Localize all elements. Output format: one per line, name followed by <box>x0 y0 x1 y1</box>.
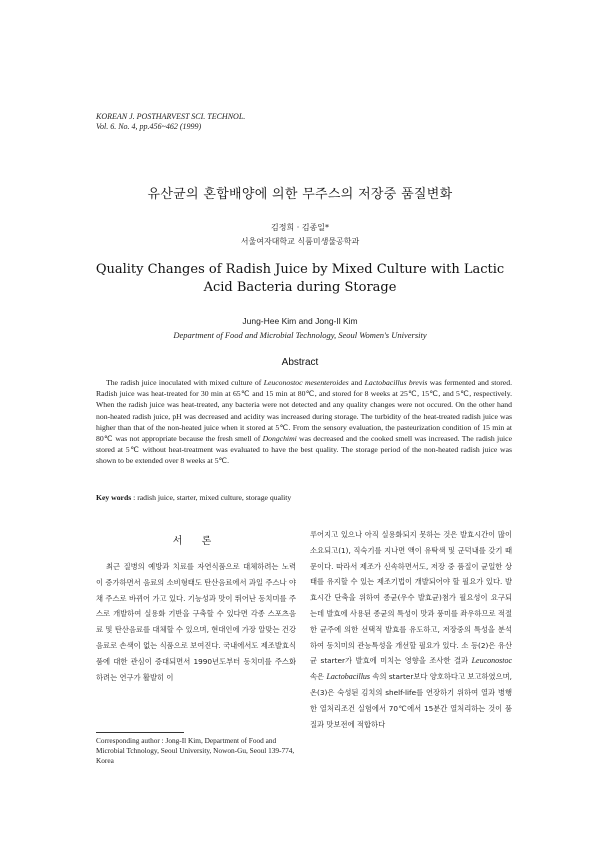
keywords-text: : radish juice, starter, mixed culture, storage quality <box>131 493 292 502</box>
journal-header <box>96 112 245 132</box>
journal-name: KOREAN J. POSTHARVEST SCI. TECHNOL. <box>96 112 246 121</box>
footnote-divider <box>96 732 184 733</box>
left-column <box>96 535 296 685</box>
abstract-text: and <box>348 378 365 387</box>
korean-authors: 김정희 · 김종일* <box>271 223 329 232</box>
english-affiliation: Department of Food and Microbial Technology, Seoul Women's University <box>173 330 427 340</box>
corresponding-author-footnote: Corresponding author : Jong-Il Kim, Department of Food and Microbial Tchnology, Seoul University, Nowon-Gu, Seoul 139-774, Korea <box>96 736 295 765</box>
food-name: Dongchimi <box>262 434 297 444</box>
keywords-label: Key words <box>96 493 132 502</box>
english-title-line-1: Quality Changes of Radish Juice by Mixed Culture with Lactic <box>95 262 505 277</box>
organism-name: Lactobacillus <box>326 672 371 682</box>
korean-affiliation: 서울여자대학교 식품미생물공학과 <box>240 237 360 246</box>
body-text: 속은 <box>310 672 327 682</box>
abstract-text: was decreased and the cooked smell was increased. The radish juice stored at 5℃ without heat-treatment was evaluated to have the best quality. The storage period of the non-heated radish juice was shown to be extended over 8 weeks at 5℃. <box>96 434 512 466</box>
intro-paragraph-left: 최근 질병의 예방과 치료를 자연식품으로 대체하려는 노력이 증가하면서 음료의 소비형태도 탄산음료에서 과일 주스나 야채 주스로 바뀌어 가고 있다. 기능성과 맛이 뛰어난 동치미를 주스로 개발하여 실용화 기반을 구축할 수 있다면 각종 스포츠음료 및 탄산음료를 대체할 수 있으며, 현대인에 가장 알맞는 건강음료로 손색이 없는 식품으로 보여진다. 국내에서도 제조발효식품에 대한 관심이 증대되면서 1990년도부터 동치미를 주스화 하려는 연구가 활발히 이 <box>96 562 296 682</box>
section-heading-introduction: 서 론 <box>172 536 220 547</box>
intro-paragraph-right <box>310 527 512 732</box>
body-text: 속의 starter보다 양호하다고 보고하였으며, 온(3)은 숙성된 김치의 shelf-life를 연장하기 위하여 열과 병행한 열처리조건 실험에서 70℃에서 15분간 열처리하는 것이 품질과 맛보전에 적합하다 <box>310 672 513 729</box>
english-authors: Jung-Hee Kim and Jong-Il Kim <box>242 316 358 326</box>
keywords <box>96 493 512 502</box>
abstract-text: was fermented and stored. Radish juice was heat-treated for 30 min at 65℃ and 15 min at 80℃, and stored for 8 weeks at 25℃, 15℃, and 5℃, respectively. When the radish juice was heat-treated, any bacteria were not detected and any quality changes were not occured. On the other hand non-heated radish juice, pH was decreased and acidity was increased during storage. The turbidity of the heat-treated radish juice was higher than that of the non-heated juice when it stored at 5℃. From the sensory evaluation, the pasteurization condition of 15 min at 80℃ was not appropriate because the fresh smell of <box>96 378 512 444</box>
organism-name: Leuconostoc <box>471 656 512 666</box>
journal-issue: Vol. 6. No. 4, pp.456~462 (1999) <box>96 122 202 131</box>
right-column <box>310 527 512 732</box>
abstract-heading: Abstract <box>281 357 319 368</box>
english-title <box>0 261 600 297</box>
korean-title: 유산균의 혼합배양에 의한 무주스의 저장중 품질변화 <box>147 187 453 202</box>
english-title-line-2: Acid Bacteria during Storage <box>203 280 397 295</box>
body-text: 루어지고 있으나 아직 실용화되지 못하는 것은 발효시간이 많이 소요되고(1), 직숙기를 지나면 액이 유탁색 및 군덕내를 갖기 때문이다. 따라서 제조가 신속하면서도, 저장 중 품질이 균일한 상태를 유지할 수 있는 제조기법이 개발되어야 할 필요가 있다. 발효시간 단축을 위하여 종균(우수 발효균)첨가 필요성이 요구되는데 발효에 사용된 종균의 특성이 맛과 풍미를 좌우하므로 적절한 균주에 의한 선택적 발효를 유도하고, 저장중의 특성을 분석하여 동치미의 관능특성을 개선할 필요가 있다. 소 등(2)은 유산균 starter가 발효에 미치는 영향을 조사한 결과 <box>310 530 512 666</box>
abstract-body <box>96 377 512 467</box>
organism-name: Lactobacillus brevis <box>364 378 428 387</box>
organism-name: Leuconostoc mesenteroides <box>263 378 349 387</box>
abstract-text: The radish juice inoculated with mixed culture of <box>106 378 264 387</box>
abstract-paragraph <box>96 377 512 467</box>
